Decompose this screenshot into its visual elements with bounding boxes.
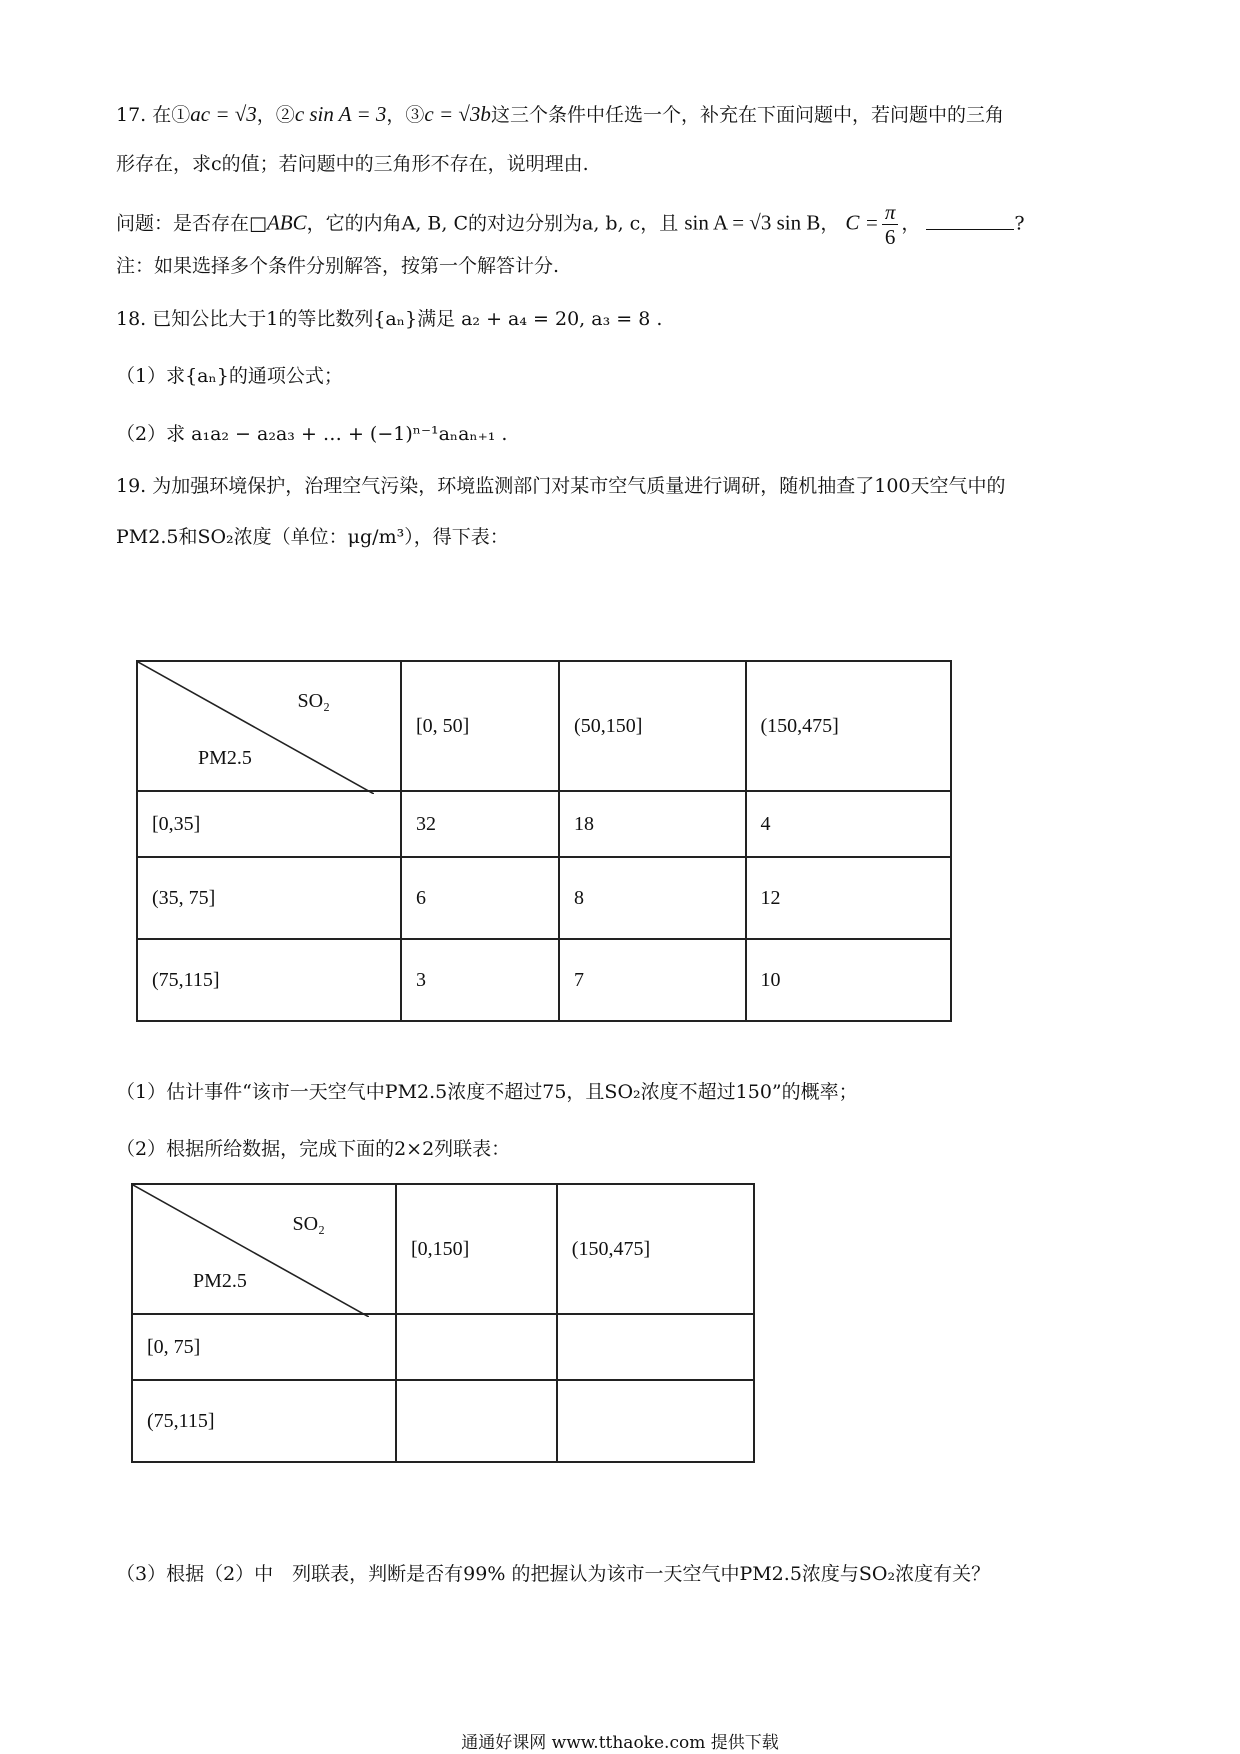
col-header: [0,150] (396, 1184, 557, 1314)
q19-stem-line2: PM2.5和SO₂浓度（单位：μg/m³），得下表： (116, 526, 509, 548)
table-row (132, 1314, 754, 1380)
table-corner-cell (137, 661, 401, 791)
q17-number: 17. 在① (116, 104, 191, 126)
row-header: [0, 75] (132, 1314, 396, 1380)
row-header: (75,115] (132, 1380, 396, 1462)
condition-1: ac = √3 (190, 102, 257, 126)
table-cell (557, 1314, 754, 1380)
q19-part3: （3）根据（2）中 列联表，判断是否有99% 的把握认为该市一天空气中PM2.5浓度与SO₂浓度有关？ (116, 1563, 991, 1585)
table-cell (396, 1314, 557, 1380)
table-corner-cell (132, 1184, 396, 1314)
table-cell: 18 (559, 791, 745, 857)
condition-3: c = √3b (424, 102, 491, 126)
table-cell: 4 (746, 791, 951, 857)
q17-line1: 17. 在①ac = √3，②c sin A = 3，③c = √3b这三个条件中任选一个，补充在下面问题中，若问题中的三角 (116, 102, 1004, 126)
row-header: [0,35] (137, 791, 401, 857)
table-row (137, 939, 951, 1021)
table-cell: 8 (559, 857, 745, 939)
corner-label-pm25: PM2.5 (193, 1270, 247, 1292)
contingency-table (131, 1183, 755, 1463)
table-cell: 3 (401, 939, 559, 1021)
table-row (137, 791, 951, 857)
answer-blank (926, 213, 1014, 230)
sine-equation: sin A = √3 sin B (684, 210, 821, 235)
q18-part2: （2）求 a₁a₂ − a₂a₃ + … + (−1)ⁿ⁻¹aₙaₙ₊₁ . (116, 423, 508, 445)
corner-label-so2: SO₂ (297, 690, 330, 712)
table-cell: 7 (559, 939, 745, 1021)
col-header: (50,150] (559, 661, 745, 791)
table-row (137, 857, 951, 939)
triangle-name: ABC (266, 210, 307, 235)
col-header: [0, 50] (401, 661, 559, 791)
table-cell: 12 (746, 857, 951, 939)
corner-label-pm25: PM2.5 (198, 747, 252, 769)
q19-part1: （1）估计事件“该市一天空气中PM2.5浓度不超过75，且SO₂浓度不超过150”的概率； (116, 1081, 858, 1103)
page-footer: 通通好课网 www.tthaoke.com 提供下载 (461, 1733, 779, 1753)
q17-line3: 问题：是否存在□ABC，它的内角A, B, C的对边分别为a, b, c，且 sin A = √3 sin B， C = $\frac{\pi}{6}$ ， ? (116, 200, 1025, 249)
diagonal-line (138, 662, 374, 794)
corner-label-so2: SO₂ (292, 1213, 325, 1235)
q17-line2: 形存在，求c的值；若问题中的三角形不存在，说明理由. (116, 153, 589, 175)
col-header: (150,475] (746, 661, 951, 791)
q18-part1: （1）求{aₙ}的通项公式； (116, 365, 343, 387)
col-header: (150,475] (557, 1184, 754, 1314)
table-cell: 10 (746, 939, 951, 1021)
table-cell: 6 (401, 857, 559, 939)
q18-stem: 18. 已知公比大于1的等比数列{aₙ}满足 a₂ + a₄ = 20, a₃ = 8 . (116, 308, 663, 330)
condition-2: c sin A = 3 (294, 102, 387, 126)
row-header: (35, 75] (137, 857, 401, 939)
data-table (136, 660, 952, 1022)
table-cell: 32 (401, 791, 559, 857)
q17-note: 注：如果选择多个条件分别解答，按第一个解答计分. (116, 255, 560, 277)
row-header: (75,115] (137, 939, 401, 1021)
pi-over-six: $\frac{\pi}{6}$ (882, 200, 899, 249)
q19-part2: （2）根据所给数据，完成下面的2×2列联表： (116, 1138, 511, 1160)
diagonal-line (133, 1185, 369, 1317)
table-cell (557, 1380, 754, 1462)
table-cell (396, 1380, 557, 1462)
table-row (132, 1380, 754, 1462)
q19-stem-line1: 19. 为加强环境保护，治理空气污染，环境监测部门对某市空气质量进行调研，随机抽查了100天空气中的 (116, 475, 1006, 497)
